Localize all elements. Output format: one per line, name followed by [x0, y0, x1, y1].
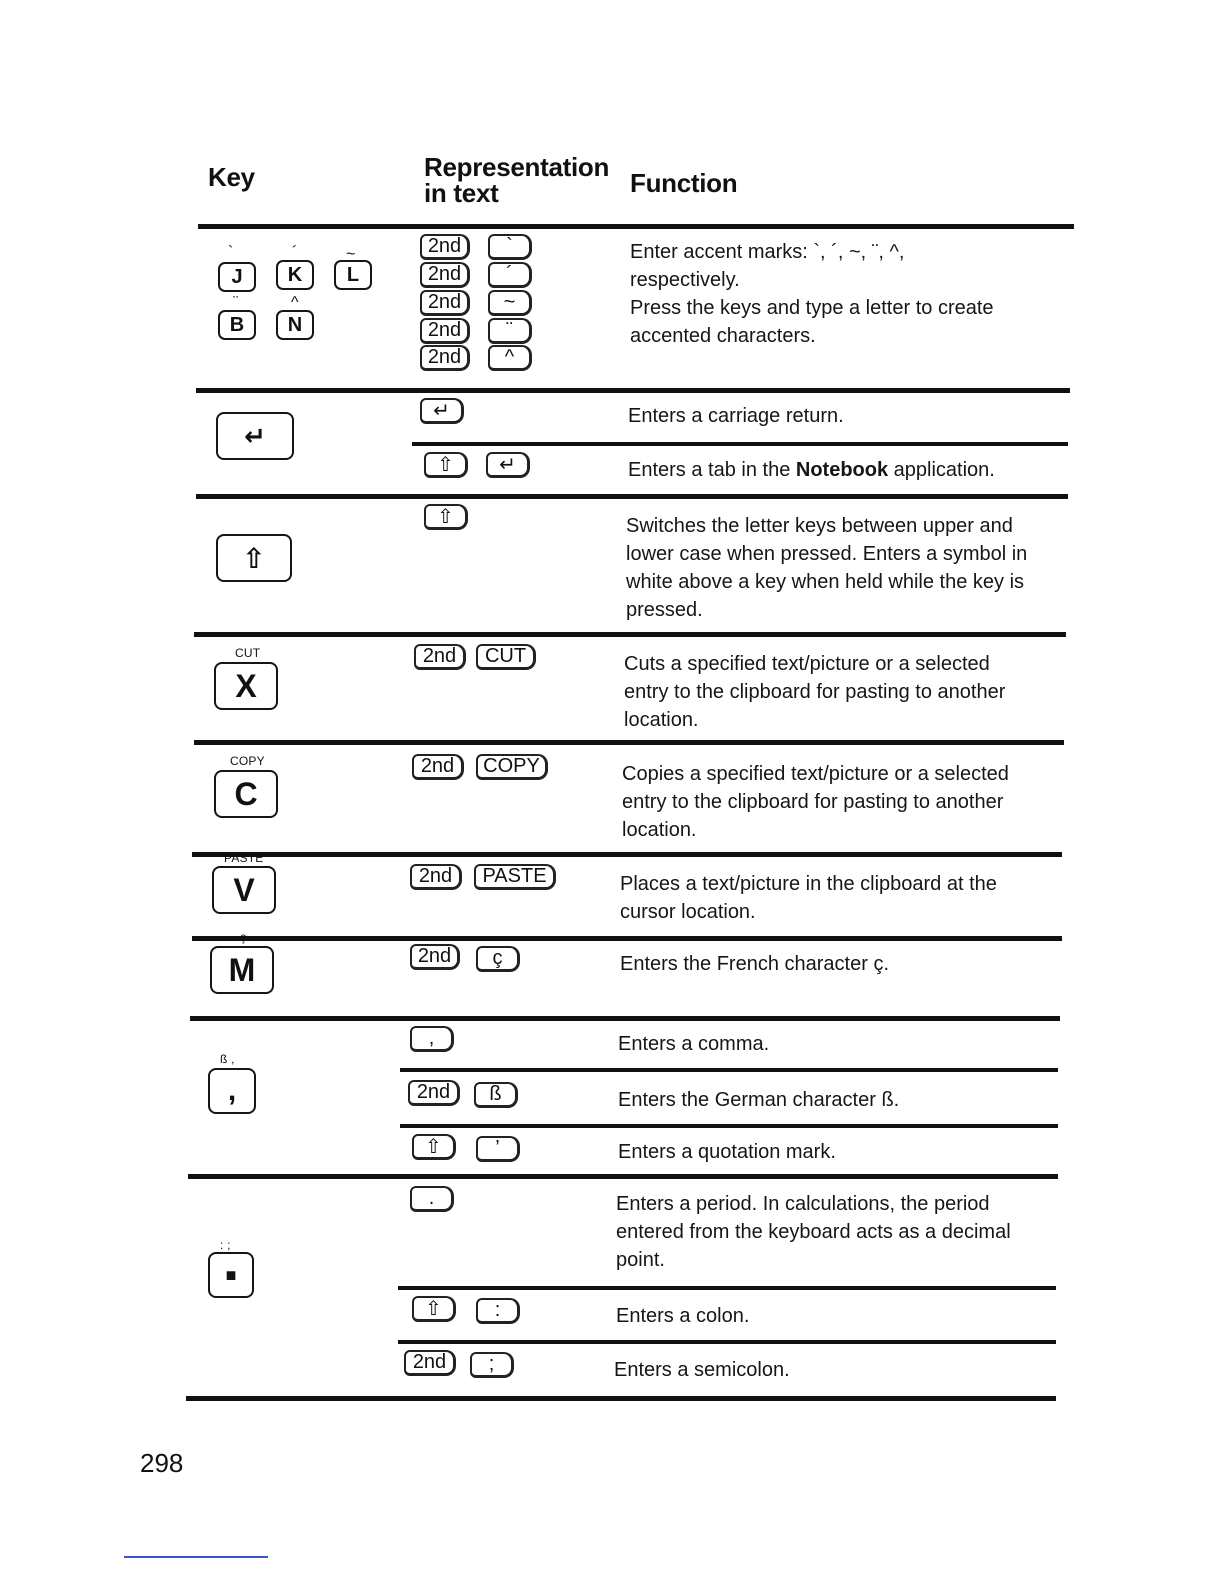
- rep-enter-key: ↵: [486, 452, 530, 478]
- accent-grave-label: `: [228, 244, 234, 261]
- rep-umlaut-key: ¨: [488, 318, 532, 344]
- function-line: cursor location.: [620, 901, 756, 923]
- key-period[interactable]: ■: [208, 1252, 254, 1298]
- function-line: respectively.: [630, 269, 740, 291]
- function-line: location.: [622, 819, 697, 841]
- rep-2nd-key: 2nd: [410, 864, 462, 890]
- rep-quote-key: ’: [476, 1136, 520, 1162]
- function-accent-marks: [630, 238, 1070, 350]
- rep-paste-key: PASTE: [474, 864, 556, 890]
- accent-acute-label: ´: [292, 244, 298, 261]
- header-rule: [198, 224, 1074, 229]
- sub-rule: [400, 1124, 1058, 1128]
- rep-tilde-key: ~: [488, 290, 532, 316]
- function-colon: Enters a colon.: [616, 1305, 750, 1327]
- rep-eszett-key: ß: [474, 1082, 518, 1108]
- row-rule: [192, 936, 1062, 941]
- row-rule: [194, 632, 1066, 637]
- function-line: Enter accent marks: `, ´, ~, ¨, ^,: [630, 241, 905, 263]
- function-line: entry to the clipboard for pasting to another: [622, 791, 1004, 813]
- rep-cedilla-key: ç: [476, 946, 520, 972]
- paste-key-label: PASTE: [224, 851, 264, 865]
- key-k[interactable]: K: [276, 260, 314, 290]
- rep-acute-key: ´: [488, 262, 532, 288]
- function-line: Switches the letter keys between upper and: [626, 515, 1013, 537]
- rep-2nd-key: 2nd: [420, 318, 470, 344]
- function-cut: [624, 650, 1064, 734]
- row-rule: [196, 388, 1070, 393]
- notebook-app-name: Notebook: [795, 459, 889, 481]
- key-b[interactable]: B: [218, 310, 256, 340]
- key-c[interactable]: C: [214, 770, 278, 818]
- row-rule: [194, 740, 1064, 745]
- column-header-key: Key: [208, 162, 255, 192]
- accent-tilde-label: ~: [346, 246, 356, 263]
- rep-2nd-key: 2nd: [410, 944, 460, 970]
- rep-enter-key: ↵: [420, 398, 464, 424]
- function-line: location.: [624, 709, 699, 731]
- function-copy: [622, 760, 1062, 844]
- rep-cut-key: CUT: [476, 644, 536, 670]
- column-header-representation-line1: Representation: [424, 152, 610, 182]
- function-line: white above a key when held while the key is: [626, 571, 1025, 593]
- column-header-representation: [424, 154, 609, 206]
- key-l[interactable]: L: [334, 260, 372, 290]
- footer-line: [124, 1556, 268, 1558]
- cut-key-label: CUT: [235, 646, 261, 660]
- function-shift: [626, 512, 1066, 624]
- key-m[interactable]: M: [210, 946, 274, 994]
- key-comma[interactable]: ,: [208, 1068, 256, 1114]
- rep-2nd-key: 2nd: [414, 644, 466, 670]
- function-line: Places a text/picture in the clipboard at the: [620, 873, 997, 895]
- function-line: point.: [616, 1249, 665, 1271]
- rep-colon-key: :: [476, 1298, 520, 1324]
- key-enter[interactable]: ↵: [216, 412, 294, 460]
- sub-rule: [398, 1286, 1056, 1290]
- function-line: Cuts a specified text/picture or a selected: [624, 653, 990, 675]
- sub-rule: [412, 442, 1068, 446]
- key-j[interactable]: J: [218, 262, 256, 292]
- function-line: Press the keys and type a letter to create: [630, 297, 994, 319]
- row-rule: [196, 494, 1068, 499]
- rep-2nd-key: 2nd: [420, 262, 470, 288]
- rep-semicolon-key: ;: [470, 1352, 514, 1378]
- rep-copy-key: COPY: [476, 754, 548, 780]
- function-line: entered from the keyboard acts as a decimal: [616, 1221, 1011, 1243]
- rep-2nd-key: 2nd: [420, 234, 470, 260]
- function-quotation-mark: Enters a quotation mark.: [618, 1141, 836, 1163]
- rep-shift-key: ⇧: [412, 1296, 456, 1322]
- table-bottom-rule: [186, 1396, 1056, 1401]
- function-tab: [628, 456, 995, 484]
- accent-umlaut-label: ¨: [233, 294, 239, 311]
- period-key-label: : ;: [220, 1238, 231, 1252]
- function-period: [616, 1190, 1056, 1274]
- key-x[interactable]: X: [214, 662, 278, 710]
- row-rule: [192, 852, 1062, 857]
- function-line: lower case when pressed. Enters a symbol in: [626, 543, 1028, 565]
- rep-shift-key: ⇧: [412, 1134, 456, 1160]
- function-text: application.: [888, 459, 995, 481]
- sub-rule: [400, 1068, 1058, 1072]
- rep-2nd-key: 2nd: [408, 1080, 460, 1106]
- rep-period-key: .: [410, 1186, 454, 1212]
- function-cedilla: Enters the French character ç.: [620, 953, 890, 975]
- rep-2nd-key: 2nd: [420, 345, 470, 371]
- rep-2nd-key: 2nd: [404, 1350, 456, 1376]
- rep-comma-key: ,: [410, 1026, 454, 1052]
- function-comma: Enters a comma.: [618, 1033, 770, 1055]
- page-number: 298: [140, 1448, 184, 1478]
- column-header-representation-line2: in text: [424, 178, 499, 208]
- function-paste: [620, 870, 1060, 926]
- rep-2nd-key: 2nd: [412, 754, 464, 780]
- function-eszett: Enters the German character ß.: [618, 1089, 900, 1111]
- rep-2nd-key: 2nd: [420, 290, 470, 316]
- row-rule: [190, 1016, 1060, 1021]
- rep-grave-key: `: [488, 234, 532, 260]
- row-rule: [188, 1174, 1058, 1179]
- rep-shift-key: ⇧: [424, 504, 468, 530]
- column-header-function: Function: [630, 168, 738, 198]
- copy-key-label: COPY: [230, 754, 265, 768]
- key-v[interactable]: V: [212, 866, 276, 914]
- accent-circumflex-label: ^: [291, 294, 299, 311]
- rep-shift-key: ⇧: [424, 452, 468, 478]
- function-line: pressed.: [626, 599, 703, 621]
- key-n[interactable]: N: [276, 310, 314, 340]
- function-line: accented characters.: [630, 325, 816, 347]
- comma-key-label: ß ,: [220, 1052, 235, 1066]
- function-semicolon: Enters a semicolon.: [614, 1359, 790, 1381]
- function-line: Copies a specified text/picture or a selected: [622, 763, 1009, 785]
- cedilla-key-label: ç: [240, 930, 247, 944]
- function-carriage-return: Enters a carriage return.: [628, 405, 844, 427]
- function-line: Enters a period. In calculations, the period: [616, 1193, 990, 1215]
- sub-rule: [398, 1340, 1056, 1344]
- function-line: entry to the clipboard for pasting to another: [624, 681, 1006, 703]
- rep-circumflex-key: ^: [488, 345, 532, 371]
- function-text: Enters a tab in the: [628, 459, 796, 481]
- key-shift[interactable]: ⇧: [216, 534, 292, 582]
